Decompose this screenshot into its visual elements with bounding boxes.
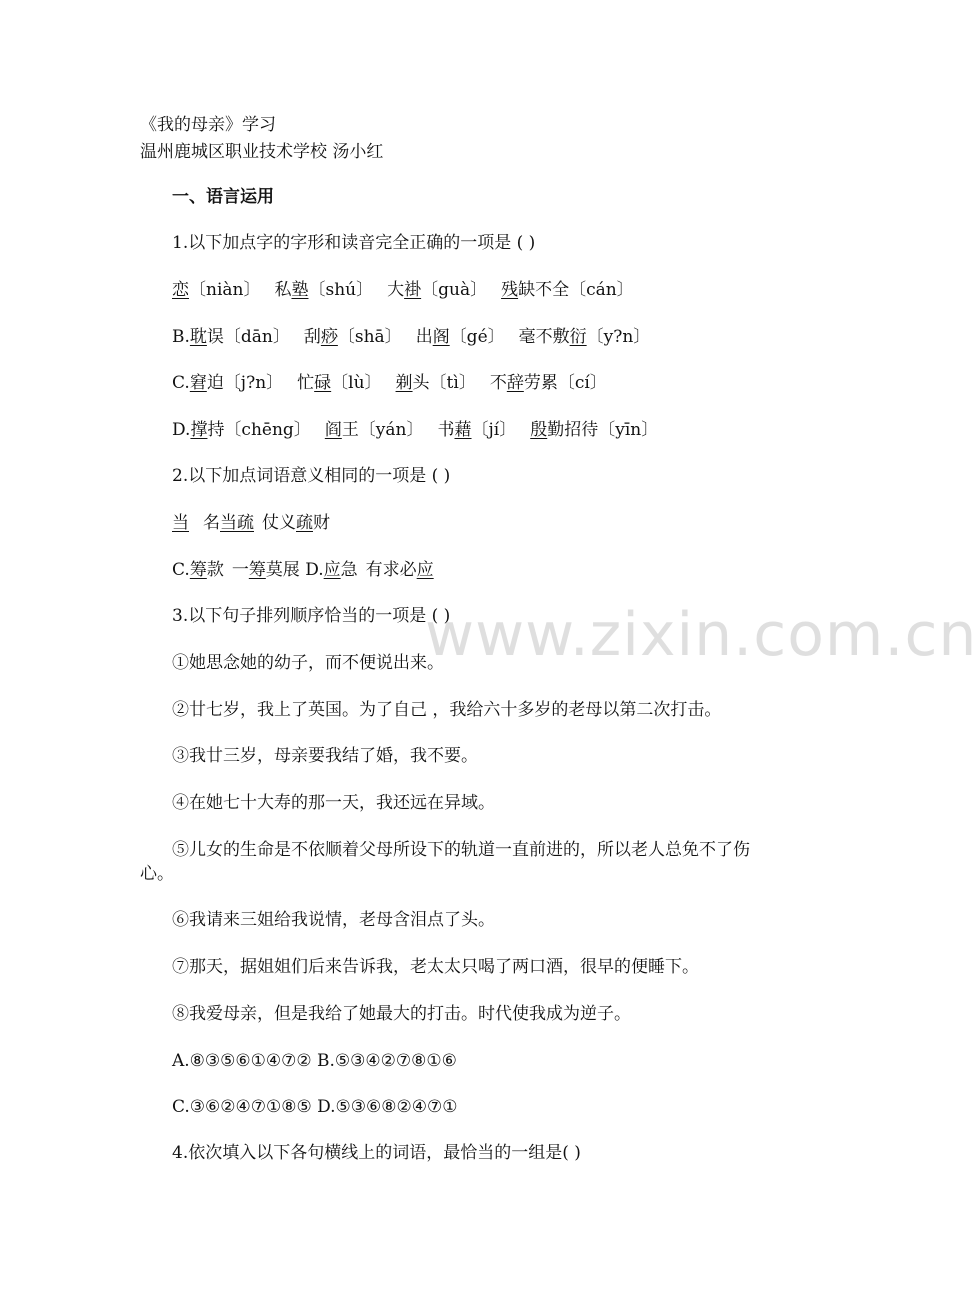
dotted-char: 疏 [296, 513, 313, 533]
question-3-sentence-7: ⑦那天，据姐姐们后来告诉我，老太太只喝了两口酒，很早的便睡下。 [172, 957, 699, 977]
dotted-char: 痧 [320, 327, 338, 347]
dotted-char: 塾 [291, 280, 309, 300]
dotted-char: 衍 [569, 327, 587, 347]
dotted-char: 窘 [189, 373, 207, 393]
dotted-char: 殷 [530, 420, 548, 440]
question-1-option-c: C.窘迫〔j?n〕 忙碌〔lù〕 剃头〔tì〕 不辞劳累〔cí〕 [172, 373, 607, 393]
doc-title: 《我的母亲》学习 [140, 115, 276, 135]
question-1-option-b: B.耽误〔dān〕 刮痧〔shā〕 出阁〔gé〕 毫不敷衍〔y?n〕 [172, 327, 651, 347]
watermark: www.zixin.com.cn [425, 600, 977, 670]
dotted-char: 筹 [189, 560, 207, 580]
question-3-sentence-1: ①她思念她的幼子，而不便说出来。 [172, 653, 444, 673]
dotted-char: 残 [501, 280, 519, 300]
dotted-char: 耽 [189, 327, 207, 347]
dotted-char: 当 [172, 513, 189, 533]
question-2-options-cd: C.筹款 一筹莫展 D.应急 有求必应 [172, 560, 434, 580]
question-4-stem: 4.依次填入以下各句横线上的词语，最恰当的一组是( ) [172, 1143, 581, 1163]
dotted-char: 应 [416, 560, 434, 580]
question-2-options-ab: 当 名当疏 仗义疏财 [172, 513, 330, 533]
question-1-stem: 1.以下加点字的字形和读音完全正确的一项是 ( ) [172, 233, 536, 253]
question-3-sentence-4: ④在她七十大寿的那一天，我还远在异域。 [172, 793, 495, 813]
question-1-option-d: D.撑持〔chēng〕 阎王〔yán〕 书藉〔jí〕 殷勤招待〔yīn〕 [172, 420, 659, 440]
dotted-char: 褂 [404, 280, 422, 300]
question-1-option-a: 恋〔niàn〕 私塾〔shú〕 大褂〔guà〕 残缺不全〔cán〕 [172, 280, 634, 300]
doc-author: 温州鹿城区职业技术学校 汤小红 [140, 142, 384, 162]
dotted-char: 辞 [506, 373, 524, 393]
dotted-char: 筹 [248, 560, 266, 580]
question-3-sentence-6: ⑥我请来三姐给我说情，老母含泪点了头。 [172, 910, 495, 930]
section-heading: 一、语言运用 [172, 187, 274, 207]
question-2-stem: 2.以下加点词语意义相同的一项是 ( ) [172, 466, 451, 486]
question-3-sentence-5: ⑤儿女的生命是不依顺着父母所设下的轨道一直前进的，所以老人总免不了伤心。 [140, 840, 750, 884]
dotted-char: 应 [323, 560, 341, 580]
question-3-sentence-2: ②廿七岁，我上了英国。为了自己 ，我给六十多岁的老母以第二次打击。 [172, 700, 722, 720]
question-3-sentence-8: ⑧我爱母亲，但是我给了她最大的打击。时代使我成为逆子。 [172, 1004, 631, 1024]
question-3-sentence-3: ③我廿三岁，母亲要我结了婚，我不要。 [172, 746, 478, 766]
question-3-options-ab: A.⑧③⑤⑥①④⑦② B.⑤③④②⑦⑧①⑥ [172, 1051, 457, 1071]
question-3-stem: 3.以下句子排列顺序恰当的一项是 ( ) [172, 606, 451, 626]
dotted-char: 撑 [190, 420, 208, 440]
question-3-options-cd: C.③⑥②④⑦①⑧⑤ D.⑤③⑥⑧②④⑦① [172, 1097, 458, 1117]
dotted-char: 剃 [395, 373, 413, 393]
dotted-char: 碌 [314, 373, 332, 393]
dotted-char: 阎 [324, 420, 342, 440]
dotted-char: 当疏 [220, 513, 254, 533]
dotted-char: 藉 [454, 420, 472, 440]
dotted-char: 阁 [432, 327, 450, 347]
dotted-char: 恋 [172, 280, 189, 300]
